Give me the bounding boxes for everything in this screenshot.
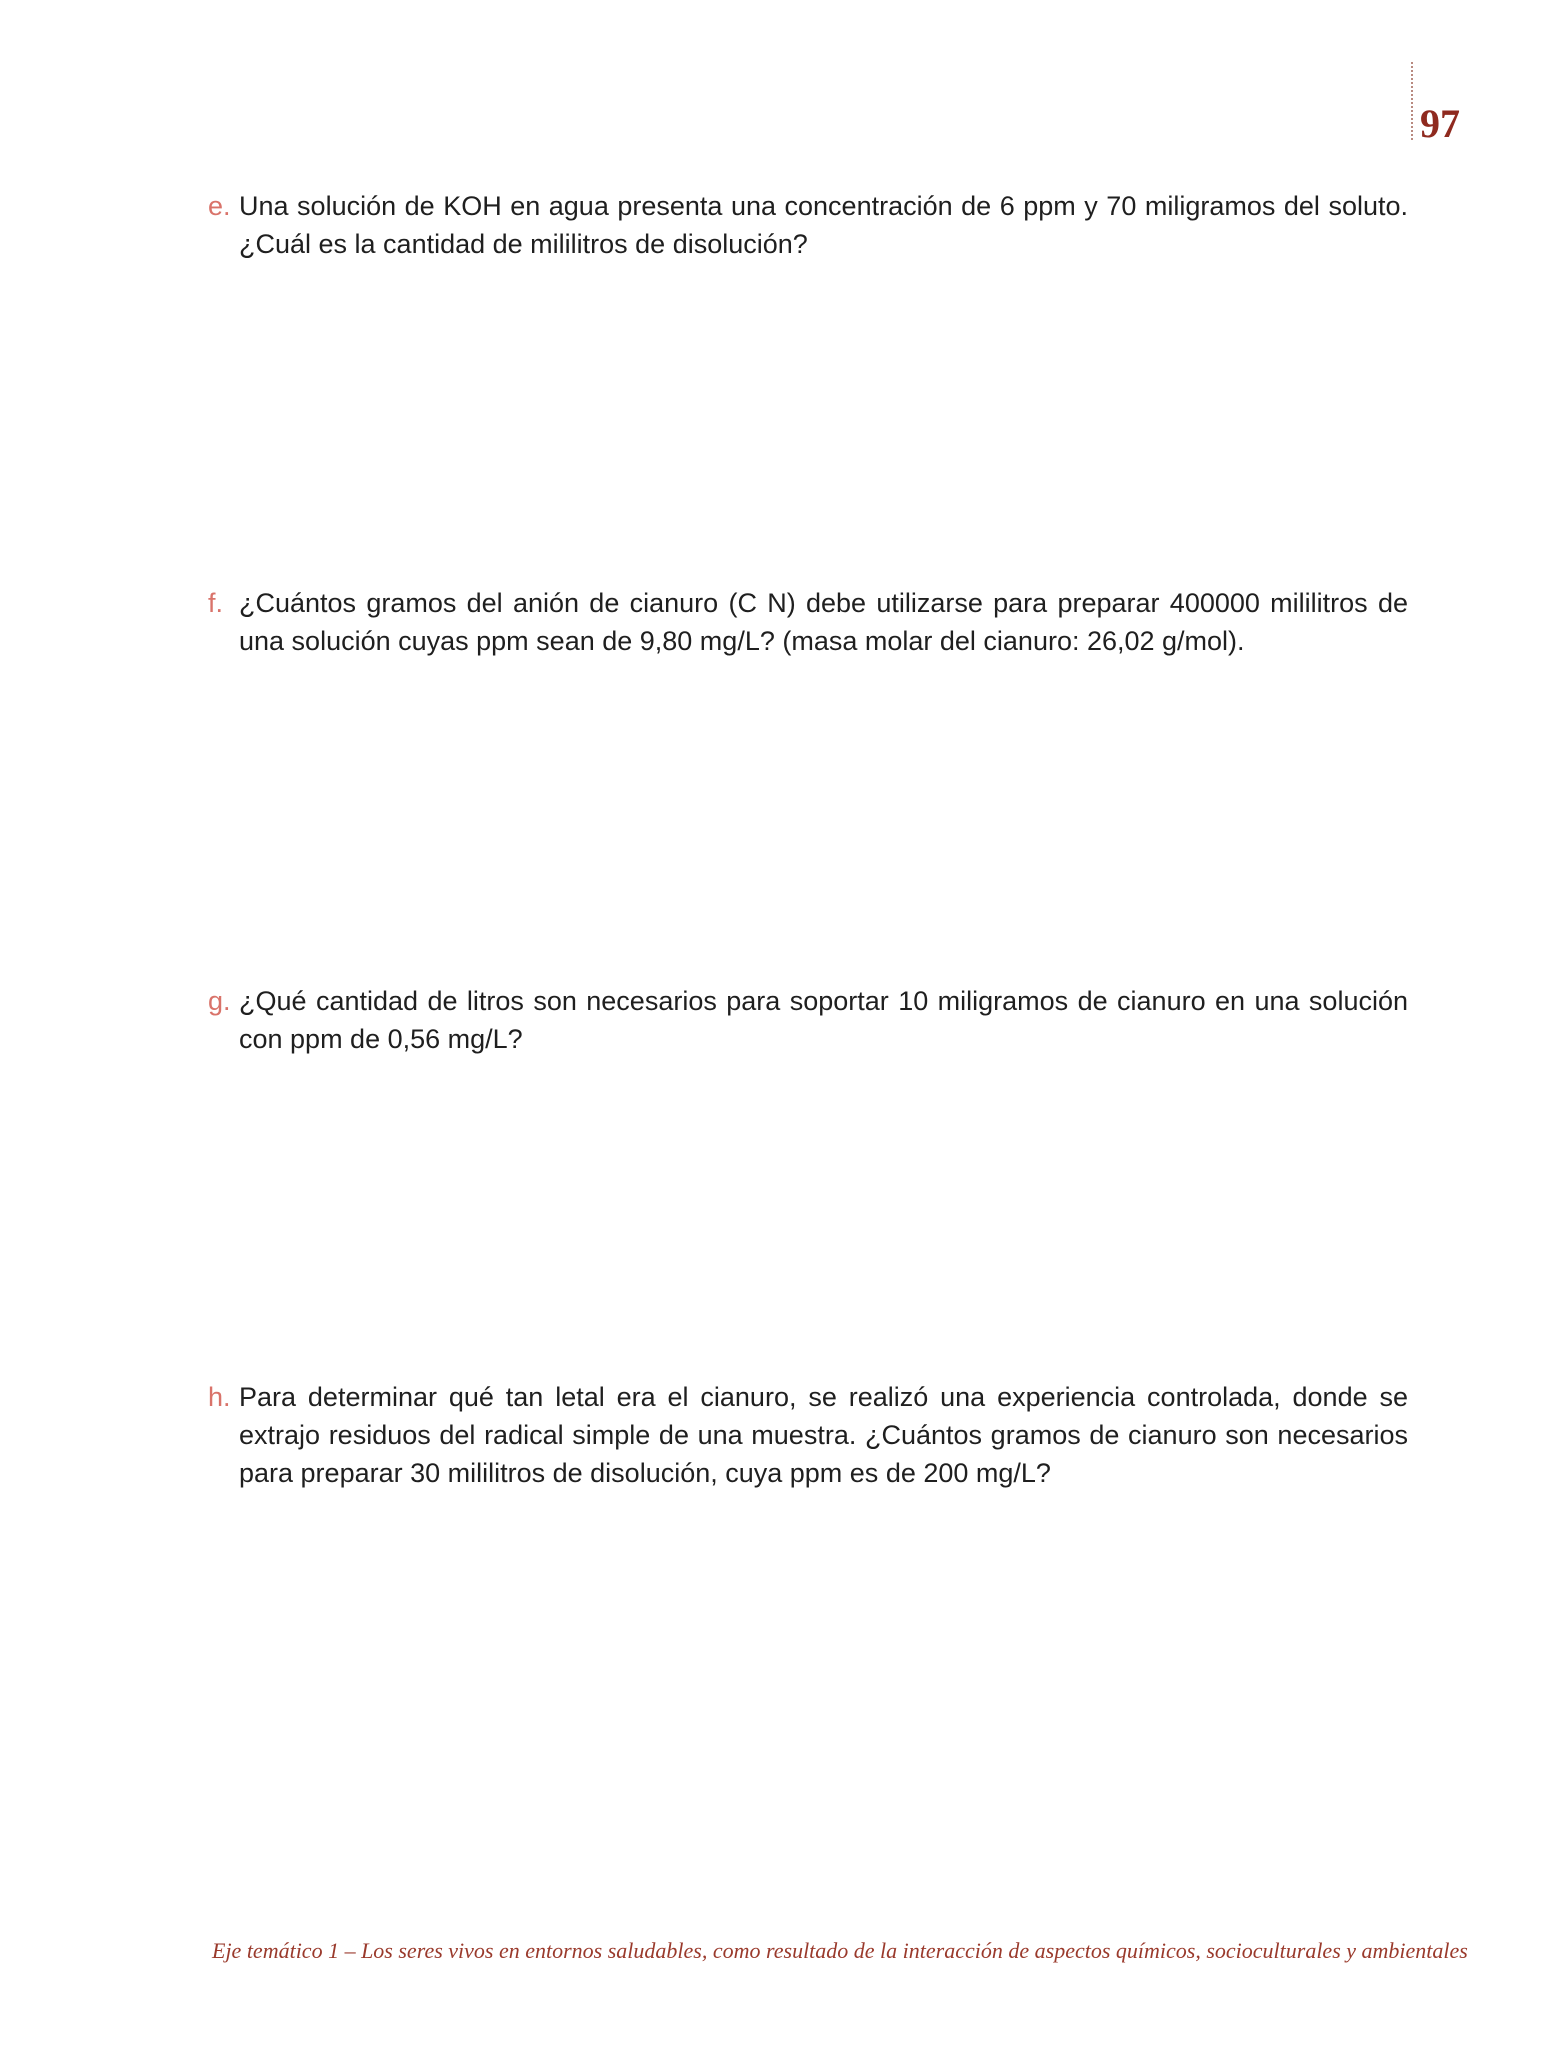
- question-letter: g.: [208, 986, 231, 1016]
- question-g: [208, 982, 1408, 1058]
- page-footer: Eje temático 1 – Los seres vivos en entornos saludables, como resultado de la interacción de aspectos químicos, socioculturales y ambientales: [212, 1938, 1468, 1963]
- question-e: [208, 187, 1408, 263]
- question-h: [208, 1378, 1408, 1492]
- question-text: ¿Qué cantidad de litros son necesarios para soportar 10 miligramos de cianuro en una solución con ppm de 0,56 mg/L?: [239, 986, 1408, 1054]
- question-letter: e.: [208, 191, 231, 221]
- page-number: 97: [1420, 101, 1460, 146]
- question-text: Una solución de KOH en agua presenta una concentración de 6 ppm y 70 miligramos del soluto. ¿Cuál es la cantidad de mililitros de disolución?: [239, 191, 1408, 259]
- question-text: Para determinar qué tan letal era el cianuro, se realizó una experiencia controlada, donde se extrajo residuos del radical simple de una muestra. ¿Cuántos gramos de cianuro son necesarios para preparar 30 mililitros de disolución, cuya ppm es de 200 mg/L?: [239, 1382, 1408, 1488]
- page-number-rule: [1411, 62, 1413, 140]
- question-f: [208, 584, 1408, 660]
- question-letter: h.: [208, 1382, 231, 1412]
- question-text: ¿Cuántos gramos del anión de cianuro (C N) debe utilizarse para preparar 400000 mililitros de una solución cuyas ppm sean de 9,80 mg/L? (masa molar del cianuro: 26,02 g/mol).: [239, 588, 1408, 656]
- question-letter: f.: [208, 588, 224, 618]
